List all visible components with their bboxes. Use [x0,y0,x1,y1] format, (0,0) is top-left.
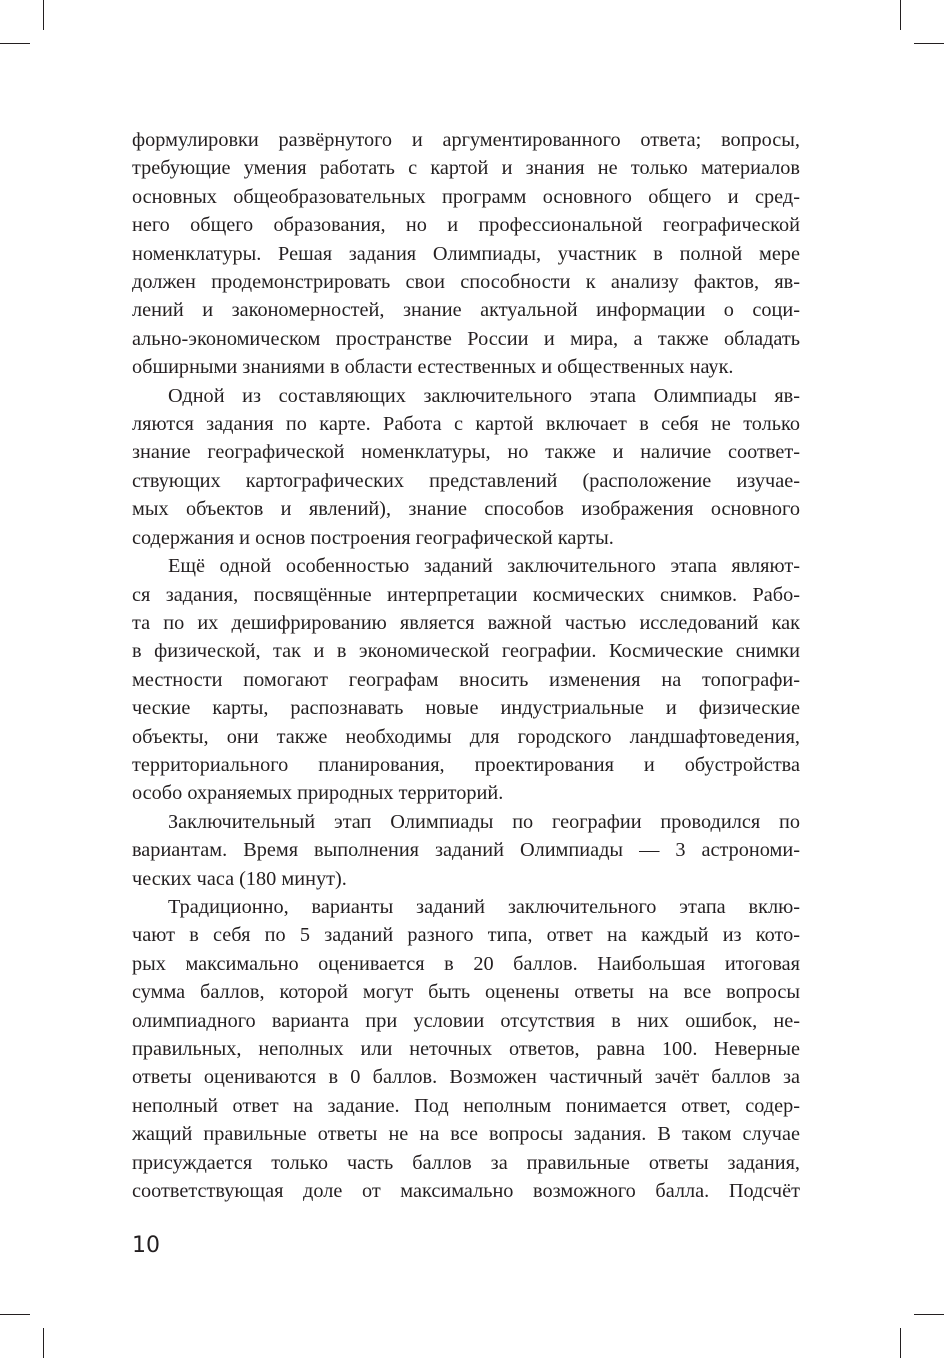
text-line: лений и закономерностей, знание актуальной информации о соци- [132,299,800,322]
paragraph-5 [132,893,800,1205]
crop-mark-bottom-left-vertical [43,1328,44,1358]
text-line: неполный ответ на задание. Под неполным понимается ответ, содер- [132,1094,800,1117]
text-line: олимпиадного варианта при условии отсутствия в них ошибок, не- [132,1009,800,1032]
text-line: вариантам. Время выполнения заданий Олимпиады — 3 астрономи- [132,839,800,862]
text-line: Традиционно, варианты заданий заключительного этапа вклю- [168,895,800,918]
text-line: сумма баллов, которой могут быть оценены ответы на все вопросы [132,981,800,1004]
text-line: ся задания, посвящённые интерпретации космических снимков. Рабо- [132,583,800,606]
text-line: ответы оцениваются в 0 баллов. Возможен частичный зачёт баллов за [132,1066,800,1089]
text-line: требующие умения работать с картой и знания не только материалов [132,157,800,180]
paragraph-4 [132,808,800,893]
text-line: чают в себя по 5 заданий разного типа, ответ на каждый из кото- [132,924,800,947]
body-text [132,126,800,1205]
text-line: мых объектов и явлений), знание способов изображения основного [132,498,800,521]
text-line: ческих часа (180 минут). [132,867,347,890]
text-line: Ещё одной особенностью заданий заключительного этапа являют- [168,555,800,578]
paragraph-3 [132,552,800,808]
text-line: в физической, так и в экономической географии. Космические снимки [132,640,800,663]
text-line: формулировки развёрнутого и аргументированного ответа; вопросы, [132,129,800,151]
page-number: 10 [132,1233,160,1258]
text-line: ческие карты, распознавать новые индустриальные и физические [132,697,800,720]
text-line: должен продемонстрировать свои способности к анализу фактов, яв- [132,271,800,294]
text-line: основных общеобразовательных программ основного общего и сред- [132,185,800,208]
text-line: территориального планирования, проектирования и обустройства [132,753,800,776]
crop-mark-bottom-left-horizontal [0,1314,30,1315]
crop-mark-top-right-vertical [900,0,901,30]
crop-mark-top-right-horizontal [914,43,944,44]
crop-mark-bottom-right-vertical [900,1328,901,1358]
text-line: рых максимально оценивается в 20 баллов. Наибольшая итоговая [132,952,800,975]
text-line: объекты, они также необходимы для городского ландшафтоведения, [132,725,800,748]
text-line: местности помогают географам вносить изменения на топографи- [132,668,800,691]
text-line: присуждается только часть баллов за правильные ответы задания, [132,1151,800,1174]
text-line: ально-экономическом пространстве России и мира, а также обладать [132,327,800,350]
text-line: содержания и основ построения географической карты. [132,526,614,549]
text-line: соответствующая доле от максимально возможного балла. Подсчёт [132,1180,800,1203]
crop-mark-top-left-vertical [43,0,44,30]
text-line: него общего образования, но и профессиональной географической [132,214,800,237]
text-line: обширными знаниями в области естественных и общественных наук. [132,356,734,379]
paragraph-1 [132,126,800,382]
text-line: ствующих картографических представлений (расположение изучае- [132,469,800,492]
text-line: Заключительный этап Олимпиады по географии проводился по [168,810,800,833]
paragraph-2 [132,382,800,552]
text-line: та по их дешифрированию является важной частью исследований как [132,611,800,634]
text-line: жащий правильные ответы не на все вопросы задания. В таком случае [132,1123,800,1146]
crop-mark-top-left-horizontal [0,43,30,44]
text-line: правильных, неполных или неточных ответов, равна 100. Неверные [132,1038,800,1060]
text-line: особо охраняемых природных территорий. [132,782,504,805]
text-line: ляются задания по карте. Работа с картой включает в себя не только [132,413,800,436]
text-line: Одной из составляющих заключительного этапа Олимпиады яв- [168,384,800,407]
crop-mark-bottom-right-horizontal [914,1314,944,1315]
text-line: номенклатуры. Решая задания Олимпиады, участник в полной мере [132,242,800,265]
text-line: знание географической номенклатуры, но также и наличие соответ- [132,441,800,464]
